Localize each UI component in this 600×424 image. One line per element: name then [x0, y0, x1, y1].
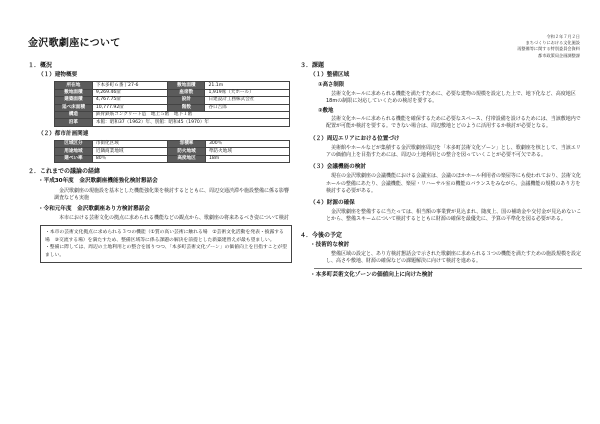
table-value: 1,919席（大ホール） — [205, 89, 290, 96]
meeting-function-heading: （３）会議機能の検討 — [310, 164, 366, 171]
table-label: 建築面積 — [55, 97, 93, 104]
table-label: 高度地区 — [168, 155, 206, 162]
table-label: 座席数 — [168, 89, 205, 96]
site-text: 芸術文化ホールに求められる機能を確保するために必要なスペース、付帯設備を設けるためには、当該敷地内で配置が可能か検討を要する。できない場合は、周辺敷地とどのように活用するか検討が必要となる。 — [326, 116, 581, 130]
table-label: 構造 — [55, 111, 93, 118]
table-label: 敷地面積 — [168, 82, 205, 89]
document-meta — [484, 34, 580, 59]
divider — [314, 268, 582, 269]
summary-note-box — [40, 225, 292, 263]
history-item-2-heading: ・令和元年度 金沢歌劇座あり方検討懇話会 — [38, 205, 150, 212]
table-value: 300％ — [205, 140, 289, 147]
table-label: 容積率 — [168, 140, 206, 147]
meta-date: 令和２年７月２日 — [546, 34, 580, 39]
section-3-heading: ３．課題 — [300, 62, 325, 69]
table-row — [55, 155, 290, 162]
meta-department: 都市政策局企画調整課 — [538, 52, 580, 58]
urban-planning-heading: （２）都市計画関連 — [38, 130, 89, 137]
table-value: 準防火地域 — [205, 148, 289, 155]
table-row — [55, 104, 290, 111]
history-item-2-text: 本市における芸術文化の拠点に求められる機能などの観点から、歌劇座の将来あるべき姿について検討 — [59, 215, 289, 222]
table-label: 用途地域 — [55, 148, 93, 155]
development-area-heading: （１）整備区域 — [310, 72, 350, 79]
technical-review-heading: ・技術的な検討 — [310, 241, 350, 248]
page-title: 金沢歌劇座について — [28, 38, 121, 49]
table-value: 10,777.92㎡ — [92, 104, 167, 111]
left-column — [28, 62, 290, 263]
section-1-heading: １．概況 — [28, 62, 53, 69]
table-value: 本館：昭和37（1962）年、別館：昭和45（1970）年 — [92, 119, 289, 126]
table-value: 80％ — [92, 155, 167, 162]
table-label: 建ぺい率 — [55, 155, 93, 162]
table-value: 市街化区域 — [92, 140, 167, 147]
building-overview-heading: （１）建物概要 — [38, 72, 78, 79]
table-value: 4,767.75㎡ — [92, 97, 167, 104]
zone-value-heading: ・本多町芸術文化ゾーンの価値向上に向けた検討 — [310, 272, 433, 279]
table-row — [55, 111, 290, 118]
right-column — [300, 62, 582, 282]
table-label: 区域区分 — [55, 140, 93, 147]
building-overview-table — [54, 81, 290, 126]
table-value: 下本多町６番丁27-6 — [92, 82, 167, 89]
table-value: 近隣商業地域 — [92, 148, 167, 155]
technical-review-text: 整備区域の設定と、あり方検討懇話会で示された歌劇座に求められる３つの機能を満たすための施設規模を設定し、高さや敷地、財源の確保などの課題解決に向けて検討を進める。 — [326, 251, 582, 265]
section-2-heading: ２．これまでの議論の経緯 — [28, 168, 101, 176]
table-row — [55, 148, 290, 155]
height-limit-text: 芸術文化ホールに求められる機能を満たすために、必要な建物の規模を設定した上で、地下化など、高度地区18mの制限に対応していくための検討を要する。 — [326, 90, 576, 104]
table-label: 階数 — [168, 104, 205, 111]
table-label: 敷地面積 — [55, 89, 93, 96]
table-value: 9,269.46㎡ — [92, 89, 167, 96]
table-row — [55, 82, 290, 89]
table-label: 延べ床面積 — [55, 104, 93, 111]
history-item-1-text: 金沢歌劇座の現施設を基本とした機能強化策を検討するとともに、周辺交通渋滞や施設整備に係る影響調査なども実施 — [54, 187, 290, 201]
summary-note-1: ・本市の芸術文化拠点に求められる３つの機能（①質の高い芸術に触れる場 ②芸術文化活動を発表・披露する場 ③交流する場）を満たすため、整備区域等に係る課題の解決を前提とした新築建替えが最も望ましい。 — [45, 230, 284, 243]
surrounding-area-text: 美術館やホールなどが集積する金沢歌劇座周辺を「本多町芸術文化ゾーン」とし、歌劇座を核として、当該エリアの価値向上を目指すためには、周辺の土地利用との整合を図っていくことが必要不可欠である。 — [326, 144, 581, 159]
table-value: 日建設計工務株式会社 — [205, 97, 290, 104]
table-value: 18m — [205, 155, 289, 162]
table-label: 沿革 — [55, 119, 93, 126]
site-heading: ②敷地 — [318, 108, 334, 115]
funding-text: 金沢歌劇座を整備するに当たっては、相当額の事業費が見込まれ、随度上、国の補助金や交付金が見込めないことから、整備スキームについて検討するとともに財源の確保を最優先に、予算の平準化を図る必要がある。 — [326, 209, 582, 223]
meta-committee-line2: 再整備等に関する特別委員会資料 — [517, 46, 580, 52]
table-row — [55, 97, 290, 104]
table-value: 鉄骨鉄筋コンクリート造 地上５階 地下１階 — [92, 111, 289, 118]
table-label: 所在地 — [55, 82, 93, 89]
surrounding-area-heading: （２）周辺エリアにおける位置づけ — [310, 135, 400, 142]
height-limit-heading: ①高さ制限 — [318, 82, 345, 89]
funding-heading: （４）財源の確保 — [310, 200, 355, 207]
table-label: 設計 — [168, 97, 205, 104]
table-label: 防火地域 — [168, 148, 206, 155]
summary-note-2: ・整備に際しては、周辺の土地利用との整合を図りつつ、「本多町芸術文化ゾーン」の価値向上を目指すことが望ましい。 — [45, 245, 287, 258]
table-row — [55, 89, 290, 96]
table-row — [55, 140, 290, 147]
history-item-1-heading: ・平成30年度 金沢歌劇座機能強化検討懇話会 — [38, 178, 158, 185]
urban-planning-table — [54, 140, 290, 163]
section-4-heading: ４．今後の予定 — [300, 231, 343, 239]
meta-committee-line1: まちづくりにおける文化施設 — [525, 40, 580, 46]
meeting-function-text: 現在の金沢歌劇座の会議機能における会議室は、会議のほかホール利用者の楽屋等にも使われており、芸術文化ホールの整備にあたり、会議機能、楽屋・リハーサル室の機能のバランスをみながら、会議機能の規模のあり方を検討する必要がある。 — [326, 173, 581, 194]
table-value: 21.1m — [205, 82, 290, 89]
table-row — [55, 119, 290, 126]
table-value: 谷口吉郎 — [205, 104, 290, 111]
